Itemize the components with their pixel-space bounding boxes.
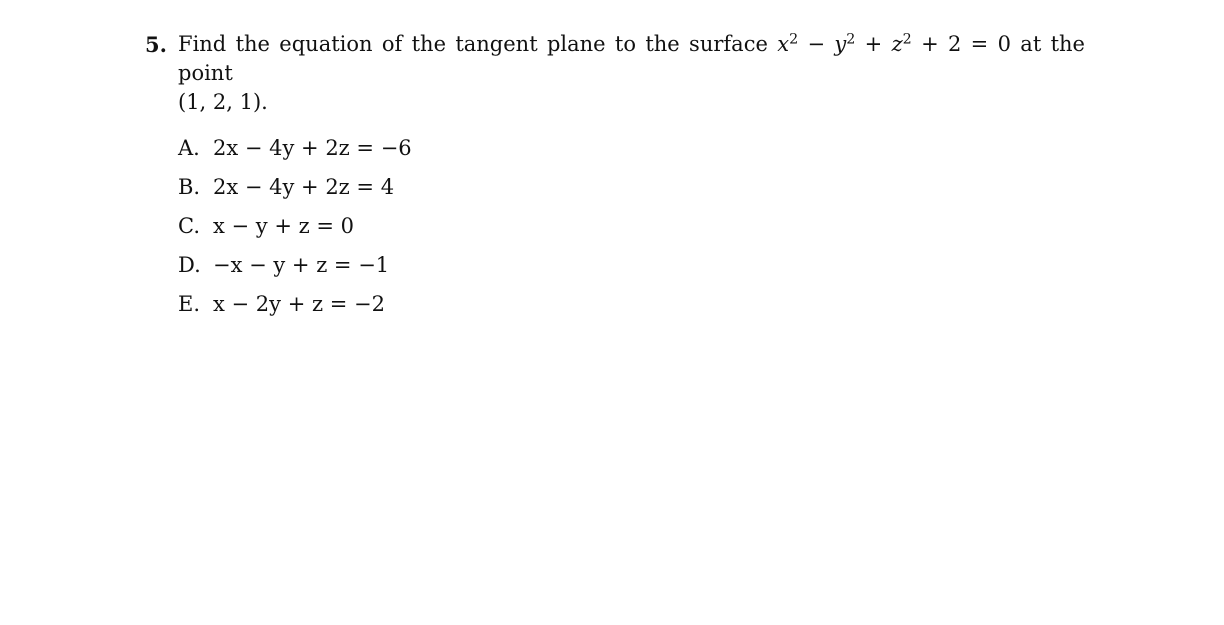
exponent: 2 [846,31,856,48]
var-y: y [834,32,847,56]
choice-label: A. [178,136,200,160]
stem-text-before: Find the equation of the tangent plane to the surface [178,32,778,56]
choice-equation: x − 2y + z = −2 [213,292,385,316]
choice-label: B. [178,175,201,199]
choice-label: D. [178,253,201,277]
question-number: 5. [145,32,167,57]
choice-d [178,251,1085,290]
question-text [178,30,1085,117]
equation-rest: + 2 = 0 [911,32,1011,56]
operator: − [798,32,835,56]
operator: + [855,32,892,56]
choice-e [178,290,1085,329]
exponent: 2 [902,31,912,48]
exponent: 2 [789,31,799,48]
point-coordinates: (1, 2, 1). [178,90,268,114]
stem-text-after: at the point [178,32,1085,85]
choice-equation: x − y + z = 0 [213,214,354,238]
question-5 [145,30,1085,329]
choice-equation: 2x − 4y + 2z = 4 [213,175,395,199]
question-stem [145,30,1085,117]
choice-a [178,134,1085,173]
choice-label: C. [178,214,200,238]
choice-label: E. [178,292,201,316]
answer-choices [178,134,1085,329]
choice-c [178,212,1085,251]
var-z: z [891,32,903,56]
choice-b [178,173,1085,212]
surface-equation [777,32,1011,56]
choice-equation: 2x − 4y + 2z = −6 [213,136,412,160]
choice-equation: −x − y + z = −1 [213,253,390,277]
var-x: x [777,32,790,56]
